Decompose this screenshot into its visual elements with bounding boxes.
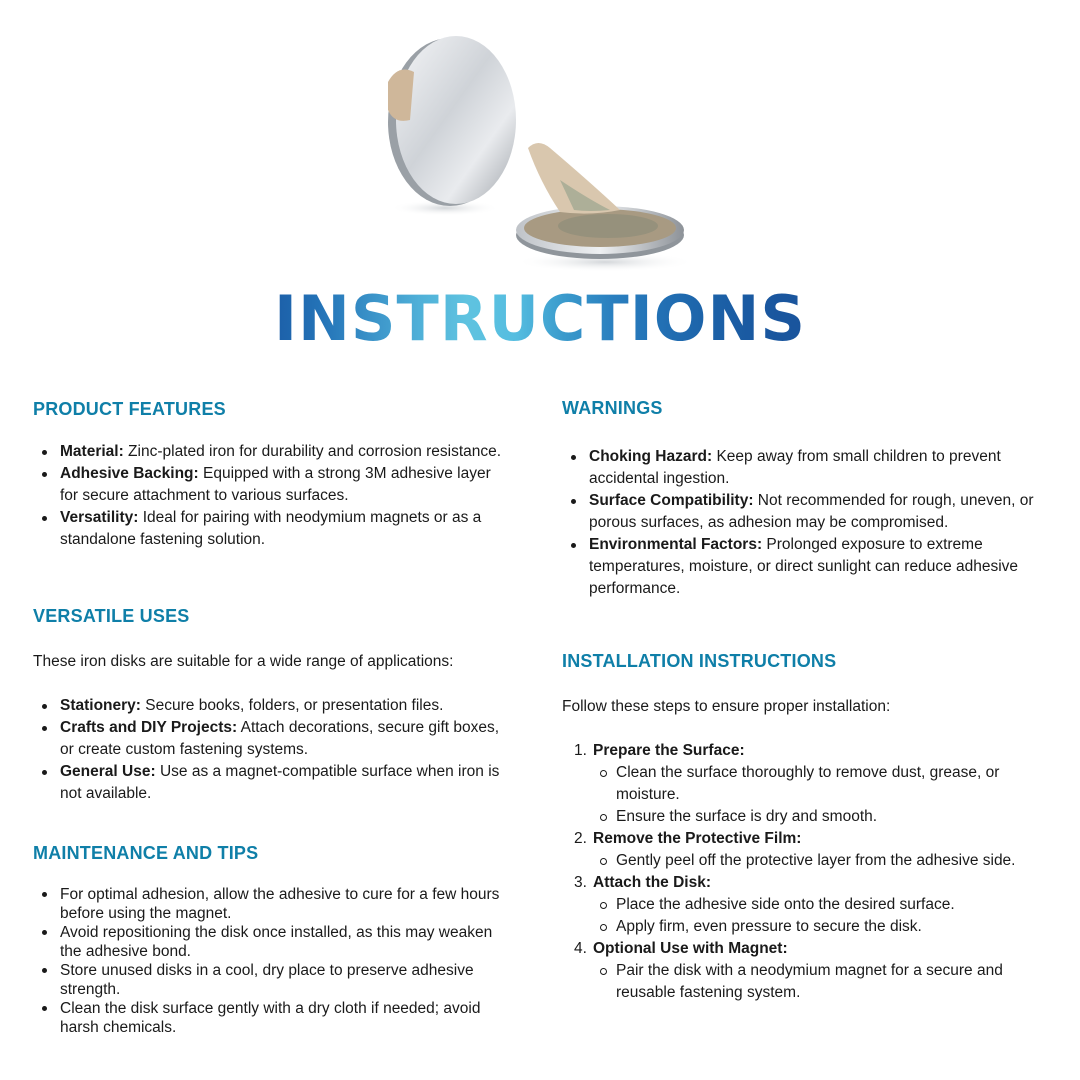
step-item (562, 938, 1057, 1004)
list-item (33, 717, 513, 761)
product-features-heading: PRODUCT FEATURES (33, 399, 226, 419)
product-image (360, 30, 720, 280)
versatile-uses-list (33, 695, 513, 805)
item-label: Crafts and DIY Projects: (60, 719, 238, 736)
item-label: Stationery: (60, 697, 141, 714)
step-substeps (593, 894, 1057, 938)
item-label: Material: (60, 443, 124, 460)
substep-item: Place the adhesive side onto the desired surface. (593, 894, 1057, 916)
step-number: 1. (574, 742, 587, 759)
installation-heading: INSTALLATION INSTRUCTIONS (562, 651, 837, 671)
maintenance-heading: MAINTENANCE AND TIPS (33, 843, 259, 863)
versatile-uses-intro: These iron disks are suitable for a wide range of applications: (33, 653, 454, 670)
substep-item: Apply firm, even pressure to secure the disk. (593, 916, 1057, 938)
list-item (562, 490, 1042, 534)
substep-item: Clean the surface thoroughly to remove dust, grease, or moisture. (593, 762, 1057, 806)
page-title (0, 282, 1080, 356)
item-text: Not recommended for rough, uneven, or porous surfaces, as adhesion may be compromised. (589, 492, 1034, 531)
step-number: 3. (574, 874, 587, 891)
versatile-uses-heading: VERSATILE USES (33, 606, 190, 626)
step-title: Remove the Protective Film: (593, 830, 802, 847)
step-number: 4. (574, 940, 587, 957)
item-text: Use as a magnet-compatible surface when iron is not available. (60, 763, 500, 802)
list-item (33, 441, 513, 463)
list-item: Store unused disks in a cool, dry place to preserve adhesive strength. (33, 961, 503, 999)
installation-intro: Follow these steps to ensure proper installation: (562, 698, 891, 715)
step-title: Prepare the Surface: (593, 742, 745, 759)
list-item (33, 761, 513, 805)
warnings-list (562, 446, 1042, 600)
step-substeps (593, 850, 1057, 872)
item-text: Ideal for pairing with neodymium magnets or as a standalone fastening solution. (60, 509, 482, 548)
substep-item: Gently peel off the protective layer from the adhesive side. (593, 850, 1057, 872)
item-label: Surface Compatibility: (589, 492, 754, 509)
step-number: 2. (574, 830, 587, 847)
substep-item: Pair the disk with a neodymium magnet for a secure and reusable fastening system. (593, 960, 1057, 1004)
item-label: General Use: (60, 763, 156, 780)
step-substeps (593, 762, 1057, 828)
list-item: For optimal adhesion, allow the adhesive to cure for a few hours before using the magnet. (33, 885, 503, 923)
item-text: Equipped with a strong 3M adhesive layer for secure attachment to various surfaces. (60, 465, 491, 504)
list-item (562, 534, 1042, 600)
step-item (562, 872, 1057, 938)
substep-item: Ensure the surface is dry and smooth. (593, 806, 1057, 828)
item-label: Environmental Factors: (589, 536, 763, 553)
step-title: Attach the Disk: (593, 874, 711, 891)
item-label: Versatility: (60, 509, 139, 526)
item-text: Attach decorations, secure gift boxes, or create custom fastening systems. (60, 719, 500, 758)
item-text: Prolonged exposure to extreme temperatures, moisture, or direct sunlight can reduce adhesive performance. (589, 536, 1019, 597)
list-item (562, 446, 1042, 490)
item-text: Zinc-plated iron for durability and corrosion resistance. (123, 443, 502, 460)
product-features-list (33, 441, 513, 551)
installation-steps (562, 740, 1057, 1004)
list-item: Avoid repositioning the disk once installed, as this may weaken the adhesive bond. (33, 923, 503, 961)
list-item (33, 507, 513, 551)
step-item (562, 740, 1057, 828)
warnings-heading: WARNINGS (562, 398, 663, 418)
item-label: Choking Hazard: (589, 448, 713, 465)
step-substeps (593, 960, 1057, 1004)
maintenance-list (33, 885, 503, 1037)
step-title: Optional Use with Magnet: (593, 940, 788, 957)
list-item: Clean the disk surface gently with a dry cloth if needed; avoid harsh chemicals. (33, 999, 503, 1037)
list-item (33, 695, 513, 717)
item-label: Adhesive Backing: (60, 465, 199, 482)
item-text: Secure books, folders, or presentation files. (140, 697, 444, 714)
title-text: INSTRUCTIONS (273, 282, 807, 355)
step-item (562, 828, 1057, 872)
list-item (33, 463, 513, 507)
item-text: Keep away from small children to prevent accidental ingestion. (589, 448, 1001, 487)
